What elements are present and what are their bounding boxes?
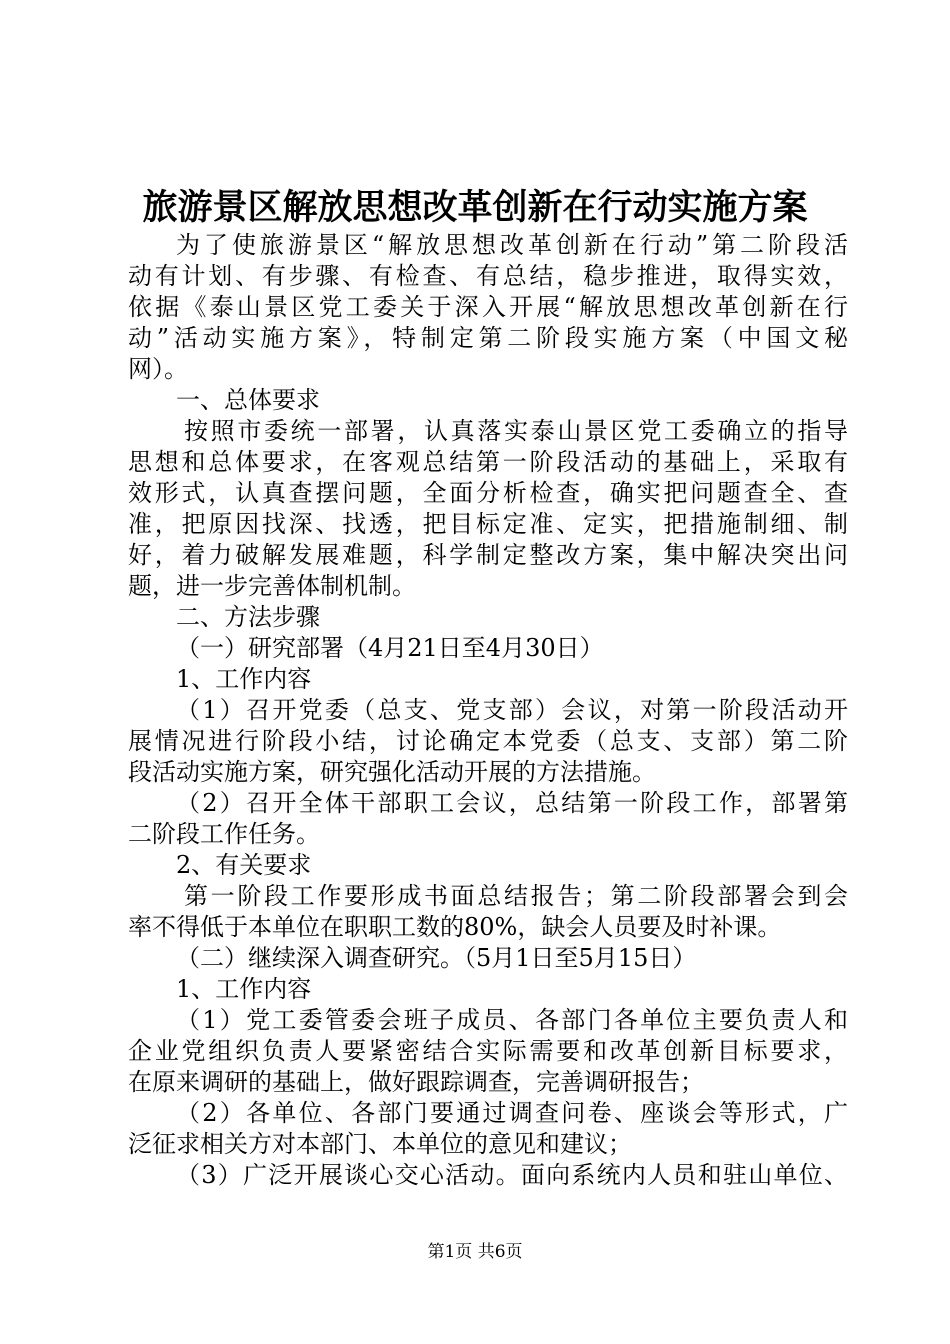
item-heading: 2、有关要求 <box>176 851 312 879</box>
paragraph-line: 网）。 <box>128 355 188 383</box>
paragraph-line: 二阶段工作任务。 <box>128 820 320 848</box>
paragraph-line: 题，进一步完善体制机制。 <box>128 572 416 600</box>
page-number: 第1页 共6页 <box>427 1242 523 1262</box>
paragraph-line: 率不得低于本单位在职职工数的80%，缺会人员要及时补课。 <box>128 913 782 941</box>
paragraph-line: 第一阶段工作要形成书面总结报告；第二阶段部署会到会 <box>184 882 848 910</box>
subsection-heading: （一）研究部署（4月21日至4月30日） <box>176 634 604 662</box>
paragraph-line: 企业党组织负责人要紧密结合实际需要和改革创新目标要求， <box>128 1037 848 1065</box>
item-heading: 1、工作内容 <box>176 665 312 693</box>
paragraph-line: 按照市委统一部署，认真落实泰山景区党工委确立的指导 <box>184 417 848 445</box>
paragraph-line: 依据《泰山景区党工委关于深入开展“解放思想改革创新在行 <box>128 293 848 321</box>
paragraph-line: （1）召开党委（总支、党支部）会议，对第一阶段活动开 <box>176 696 848 724</box>
paragraph-line: 思想和总体要求，在客观总结第一阶段活动的基础上，采取有 <box>128 448 848 476</box>
paragraph-line: 在原来调研的基础上，做好跟踪调查，完善调研报告； <box>128 1068 704 1096</box>
section-heading: 二、方法步骤 <box>176 603 320 631</box>
paragraph-line: （1）党工委管委会班子成员、各部门各单位主要负责人和 <box>176 1006 848 1034</box>
paragraph-line: 为了使旅游景区“解放思想改革创新在行动”第二阶段活 <box>176 231 848 259</box>
paragraph-line: 好，着力破解发展难题，科学制定整改方案，集中解决突出问 <box>128 541 848 569</box>
paragraph-line: 段活动实施方案，研究强化活动开展的方法措施。 <box>128 758 656 786</box>
document-body <box>128 230 848 1191</box>
subsection-heading: （二）继续深入调查研究。（5月1日至5月15日） <box>176 944 697 972</box>
paragraph-line: 效形式，认真查摆问题，全面分析检查，确实把问题查全、查 <box>128 479 848 507</box>
paragraph-line: 动有计划、有步骤、有检查、有总结，稳步推进，取得实效， <box>128 262 848 290</box>
paragraph-line: 准，把原因找深、找透，把目标定准、定实，把措施制细、制 <box>128 510 848 538</box>
paragraph-line: 展情况进行阶段小结，讨论确定本党委（总支、支部）第二阶 <box>128 727 848 755</box>
paragraph-line: （2）各单位、各部门要通过调查问卷、座谈会等形式，广 <box>176 1099 848 1127</box>
document-title: 旅游景区解放思想改革创新在行动实施方案 <box>142 187 808 228</box>
paragraph-line: （2）召开全体干部职工会议，总结第一阶段工作，部署第 <box>176 789 848 817</box>
paragraph-line: （3）广泛开展谈心交心活动。面向系统内人员和驻山单位、 <box>176 1161 848 1189</box>
section-heading: 一、总体要求 <box>176 386 320 414</box>
paragraph-line: 泛征求相关方对本部门、本单位的意见和建议； <box>128 1130 632 1158</box>
paragraph-line: 动”活动实施方案》，特制定第二阶段实施方案（中国文秘 <box>128 324 848 352</box>
item-heading: 1、工作内容 <box>176 975 312 1003</box>
